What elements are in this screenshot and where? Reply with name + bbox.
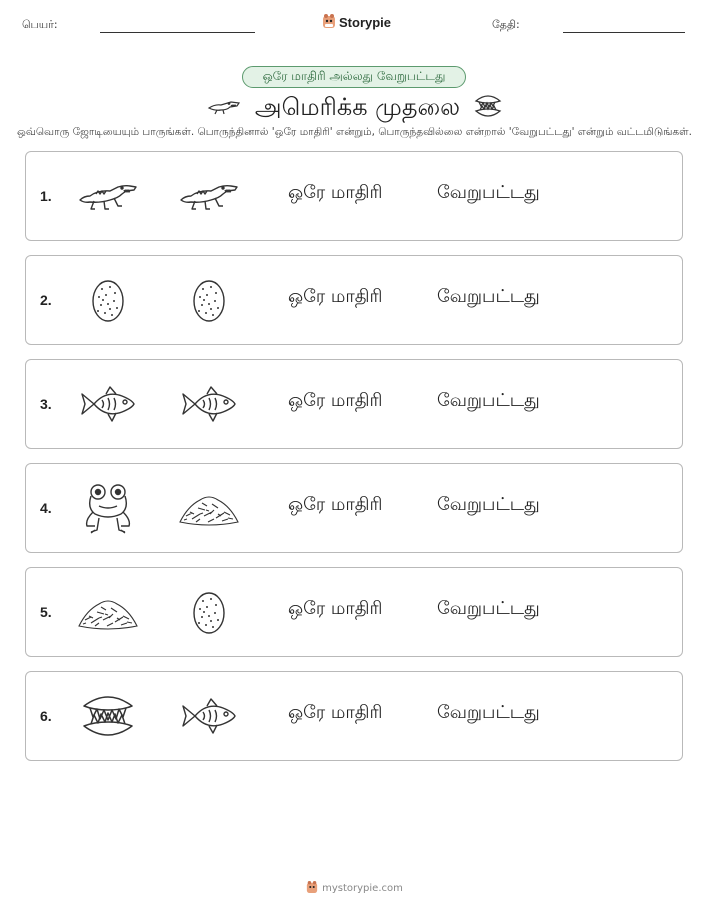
date-label: தேதி:: [492, 18, 520, 31]
name-label: பெயர்:: [22, 18, 58, 31]
question-number: 5.: [40, 604, 52, 620]
question-number: 2.: [40, 292, 52, 308]
same-option[interactable]: ஒரே மாதிரி: [288, 494, 383, 515]
question-row: [25, 463, 683, 553]
question-number: 6.: [40, 708, 52, 724]
nest-icon: [76, 581, 140, 643]
fish-icon: [177, 685, 241, 747]
instructions: ஒவ்வொரு ஜோடியையும் பாருங்கள். பொருந்தினால் 'ஒரே மாதிரி' என்றும், பொருந்தவில்லை என்றால் 'வேறுபட்டது' என்றும் வட்டமிடுங்கள்.: [17, 126, 692, 138]
title-text: அமெரிக்க முதலை: [254, 92, 461, 121]
date-line[interactable]: [563, 32, 685, 33]
same-option[interactable]: ஒரே மாதிரி: [288, 598, 383, 619]
brand: [322, 13, 391, 32]
different-option[interactable]: வேறுபட்டது: [437, 702, 540, 723]
same-option[interactable]: ஒரே மாதிரி: [288, 702, 383, 723]
alligator-icon: [76, 165, 140, 227]
question-row: [25, 567, 683, 657]
jaws-icon: [76, 685, 140, 747]
egg-icon: [177, 581, 241, 643]
fish-icon: [76, 373, 140, 435]
alligator-icon: [177, 165, 241, 227]
alligator-icon: [207, 96, 241, 120]
different-option[interactable]: வேறுபட்டது: [437, 390, 540, 411]
same-option[interactable]: ஒரே மாதிரி: [288, 286, 383, 307]
different-option[interactable]: வேறுபட்டது: [437, 286, 540, 307]
question-number: 1.: [40, 188, 52, 204]
worksheet-type-badge: ஒரே மாதிரி அல்லது வேறுபட்டது: [242, 66, 466, 88]
footer-site: mystorypie.com: [322, 883, 403, 894]
same-option[interactable]: ஒரே மாதிரி: [288, 182, 383, 203]
storypie-logo-icon: [322, 13, 336, 32]
different-option[interactable]: வேறுபட்டது: [437, 598, 540, 619]
egg-icon: [76, 269, 140, 331]
question-row: [25, 359, 683, 449]
frog-icon: [76, 477, 140, 539]
storypie-logo-icon: [306, 880, 318, 897]
brand-name: Storypie: [339, 15, 392, 30]
question-number: 4.: [40, 500, 52, 516]
question-row: [25, 255, 683, 345]
page-title: [0, 88, 709, 128]
fish-icon: [177, 373, 241, 435]
same-option[interactable]: ஒரே மாதிரி: [288, 390, 383, 411]
nest-icon: [177, 477, 241, 539]
question-row: [25, 151, 683, 241]
jaws-icon: [474, 93, 502, 123]
egg-icon: [177, 269, 241, 331]
different-option[interactable]: வேறுபட்டது: [437, 494, 540, 515]
different-option[interactable]: வேறுபட்டது: [437, 182, 540, 203]
question-number: 3.: [40, 396, 52, 412]
question-row: [25, 671, 683, 761]
name-line[interactable]: [100, 32, 255, 33]
footer: [0, 880, 709, 897]
